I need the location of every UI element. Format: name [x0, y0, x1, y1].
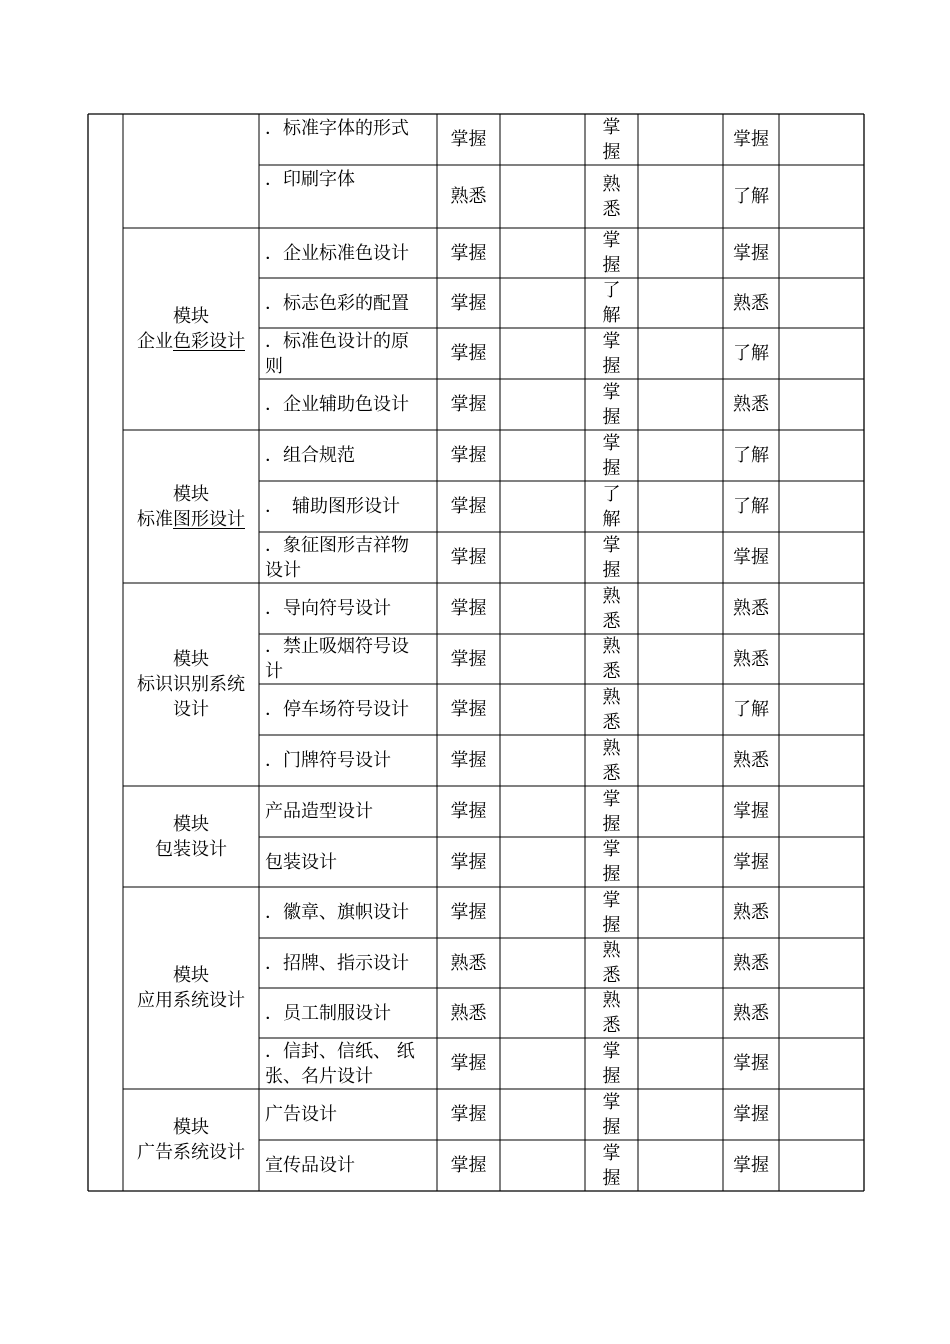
- level-cell-2-line: 握: [602, 355, 621, 377]
- level-cell-1-line: 掌握: [450, 242, 487, 264]
- level-cell-3-line: 熟悉: [733, 952, 769, 974]
- level-cell-2-line: 掌: [602, 788, 621, 810]
- level-cell-2: [585, 430, 638, 481]
- level-cell-2: [585, 938, 638, 988]
- level-cell-1: [437, 430, 500, 481]
- level-cell-2-line: 熟: [602, 686, 621, 708]
- item-cell: [259, 684, 437, 735]
- level-cell-3: [723, 583, 779, 634]
- level-cell-1: [437, 1038, 500, 1089]
- item-cell-line: ．标准字体的形式: [265, 118, 409, 139]
- level-cell-3: [723, 684, 779, 735]
- level-cell-1-line: 掌握: [450, 1155, 487, 1176]
- module-cell: [123, 1089, 259, 1191]
- level-cell-2: [585, 634, 638, 684]
- level-cell-3: [723, 532, 779, 583]
- level-cell-3-line: 掌握: [733, 1053, 769, 1074]
- level-cell-2-line: 熟: [602, 940, 621, 961]
- item-cell: [259, 583, 437, 634]
- module-cell-line: 模块: [173, 649, 209, 670]
- level-cell-3-line: 了解: [733, 343, 769, 364]
- level-cell-2-line: 掌: [602, 381, 621, 403]
- level-cell-2: [585, 786, 638, 837]
- item-cell: [259, 887, 437, 938]
- level-cell-3: [723, 786, 779, 837]
- level-cell-3-line: 掌握: [733, 801, 769, 822]
- module-cell-line: 包装设计: [155, 838, 227, 860]
- level-cell-1: [437, 228, 500, 278]
- level-cell-2-line: 悉: [602, 965, 621, 986]
- level-cell-3: [723, 228, 779, 278]
- level-cell-3-line: 熟悉: [733, 394, 769, 415]
- level-cell-1: [437, 786, 500, 837]
- level-cell-3-line: 熟悉: [733, 750, 769, 771]
- level-cell-2-line: 悉: [602, 610, 621, 632]
- level-cell-2: [585, 1089, 638, 1140]
- level-cell-2: [585, 278, 638, 328]
- level-cell-1-line: 熟悉: [450, 1002, 487, 1024]
- level-cell-2: [585, 988, 638, 1038]
- level-cell-2-line: 熟: [602, 636, 621, 657]
- level-cell-1-line: 掌握: [450, 1104, 487, 1125]
- module-cell-line: 模块: [173, 306, 209, 327]
- module-cell: [123, 786, 259, 887]
- level-cell-2-line: 握: [602, 457, 621, 479]
- level-cell-2: [585, 228, 638, 278]
- level-cell-3-line: 了解: [733, 445, 769, 466]
- level-cell-2-line: 掌: [602, 1091, 621, 1113]
- level-cell-1-line: 掌握: [450, 547, 487, 568]
- level-cell-2-line: 掌: [602, 534, 621, 556]
- level-cell-3-line: 掌握: [733, 242, 769, 264]
- level-cell-2-line: 掌: [602, 889, 621, 911]
- level-cell-1: [437, 634, 500, 684]
- item-cell-line: ．印刷字体: [265, 169, 355, 190]
- item-cell: [259, 430, 437, 481]
- level-cell-2: [585, 1140, 638, 1191]
- level-cell-1-line: 掌握: [450, 394, 487, 415]
- level-cell-1-line: 掌握: [450, 1053, 487, 1074]
- item-cell-line: 包装设计: [265, 851, 337, 873]
- level-cell-3-line: 掌握: [733, 851, 769, 873]
- level-cell-1: [437, 684, 500, 735]
- item-cell-line: 广告设计: [265, 1104, 337, 1125]
- level-cell-2-line: 握: [602, 1065, 621, 1087]
- level-cell-3: [723, 938, 779, 988]
- item-cell: [259, 328, 437, 379]
- level-cell-3-line: 掌握: [733, 129, 769, 150]
- level-cell-2: [585, 379, 638, 430]
- level-cell-2-line: 熟: [602, 737, 621, 759]
- item-cell: [259, 837, 437, 887]
- level-cell-2-line: 握: [602, 914, 621, 936]
- level-cell-1: [437, 328, 500, 379]
- level-cell-1-line: 掌握: [450, 598, 487, 619]
- level-cell-1-line: 掌握: [450, 750, 487, 771]
- level-cell-3: [723, 1038, 779, 1089]
- level-cell-2-line: 掌: [602, 116, 621, 138]
- level-cell-2: [585, 837, 638, 887]
- level-cell-2-line: 悉: [602, 711, 621, 733]
- level-cell-2: [585, 583, 638, 634]
- level-cell-1: [437, 988, 500, 1038]
- level-cell-2: [585, 684, 638, 735]
- item-cell-line: 产品造型设计: [265, 801, 373, 822]
- module-cell-line: 模块: [173, 483, 209, 505]
- module-cell-line: 企业色彩设计: [137, 331, 245, 352]
- level-cell-3-line: 掌握: [733, 547, 769, 568]
- level-cell-3: [723, 988, 779, 1038]
- module-cell-line: 广告系统设计: [137, 1142, 245, 1163]
- item-cell: [259, 114, 437, 165]
- module-cell: [123, 583, 259, 786]
- level-cell-3: [723, 165, 779, 228]
- item-cell-line: 设计: [265, 559, 301, 581]
- item-cell-line: ．导向符号设计: [265, 598, 391, 619]
- level-cell-2-line: 掌: [602, 1040, 621, 1062]
- level-cell-1-line: 掌握: [450, 343, 487, 364]
- module-cell: [123, 228, 259, 430]
- level-cell-3-line: 掌握: [733, 1155, 769, 1176]
- level-cell-2-line: 悉: [602, 762, 621, 784]
- level-cell-2-line: 解: [602, 305, 621, 326]
- level-cell-2-line: 熟: [602, 585, 621, 607]
- level-cell-3-line: 了解: [733, 496, 769, 517]
- level-cell-1: [437, 379, 500, 430]
- level-cell-2-line: 悉: [602, 1015, 621, 1036]
- level-cell-2-line: 握: [602, 406, 621, 428]
- level-cell-1: [437, 1089, 500, 1140]
- item-cell-line: ．门牌符号设计: [265, 750, 391, 771]
- level-cell-3: [723, 634, 779, 684]
- module-cell-line: 标准图形设计: [137, 508, 245, 530]
- level-cell-2-line: 握: [602, 1167, 621, 1189]
- level-cell-1-line: 掌握: [450, 496, 487, 517]
- level-cell-1: [437, 887, 500, 938]
- module-cell-line: 应用系统设计: [137, 990, 245, 1011]
- level-cell-3-line: 了解: [733, 699, 769, 720]
- item-cell-line: ．企业标准色设计: [265, 242, 409, 264]
- level-cell-1: [437, 114, 500, 165]
- level-cell-2-line: 悉: [602, 661, 621, 682]
- item-cell-line: ．标志色彩的配置: [265, 292, 409, 314]
- level-cell-3: [723, 379, 779, 430]
- level-cell-2: [585, 114, 638, 165]
- level-cell-1-line: 熟悉: [450, 952, 487, 974]
- level-cell-1-line: 掌握: [450, 902, 487, 923]
- level-cell-1-line: 掌握: [450, 801, 487, 822]
- module-cell-line: 模块: [173, 965, 209, 986]
- item-cell: [259, 228, 437, 278]
- item-cell-line: ．停车场符号设计: [265, 699, 409, 720]
- item-cell: [259, 786, 437, 837]
- item-cell-line: 张、名片设计: [265, 1065, 373, 1087]
- item-cell: [259, 634, 437, 684]
- level-cell-2-line: 掌: [602, 230, 621, 251]
- level-cell-2: [585, 735, 638, 786]
- level-cell-1-line: 掌握: [450, 129, 487, 150]
- level-cell-1: [437, 165, 500, 228]
- item-cell-line: ．信封、信纸、 纸: [265, 1040, 415, 1062]
- item-cell-line: ．徽章、旗帜设计: [265, 902, 409, 923]
- item-cell: [259, 1089, 437, 1140]
- item-cell: [259, 278, 437, 328]
- level-cell-2-line: 握: [602, 864, 621, 885]
- item-cell-line: ．标准色设计的原: [265, 330, 409, 352]
- item-cell: [259, 379, 437, 430]
- level-cell-3: [723, 735, 779, 786]
- level-cell-2: [585, 481, 638, 532]
- level-cell-3-line: 熟悉: [733, 902, 769, 923]
- level-cell-3-line: 熟悉: [733, 292, 769, 314]
- level-cell-2-line: 掌: [602, 1142, 621, 1164]
- item-cell-line: 则: [265, 355, 283, 377]
- level-cell-2-line: 了: [602, 280, 621, 301]
- level-cell-3-line: 熟悉: [733, 1002, 769, 1024]
- level-cell-2: [585, 328, 638, 379]
- item-cell: [259, 988, 437, 1038]
- module-cell-line: 模块: [173, 813, 209, 835]
- level-cell-3-line: 熟悉: [733, 648, 769, 670]
- module-cell-line: 标识识别系统: [137, 674, 245, 695]
- level-cell-1: [437, 278, 500, 328]
- item-cell: [259, 532, 437, 583]
- level-cell-2-line: 握: [602, 255, 621, 276]
- level-cell-3: [723, 114, 779, 165]
- module-cell-line: 设计: [173, 699, 209, 720]
- level-cell-2-line: 握: [602, 813, 621, 835]
- level-cell-2-line: 熟: [602, 990, 621, 1011]
- level-cell-1: [437, 481, 500, 532]
- level-cell-2-line: 了: [602, 483, 621, 505]
- level-cell-1-line: 掌握: [450, 851, 487, 873]
- level-cell-3: [723, 278, 779, 328]
- level-cell-3: [723, 481, 779, 532]
- level-cell-2-line: 握: [602, 141, 621, 163]
- item-cell: [259, 481, 437, 532]
- level-cell-2: [585, 887, 638, 938]
- level-cell-1-line: 掌握: [450, 445, 487, 466]
- item-cell-line: 计: [265, 661, 283, 682]
- level-cell-2-line: 解: [602, 508, 621, 530]
- level-cell-3: [723, 837, 779, 887]
- level-cell-2: [585, 165, 638, 228]
- level-cell-1: [437, 938, 500, 988]
- level-cell-3: [723, 1140, 779, 1191]
- level-cell-2: [585, 1038, 638, 1089]
- level-cell-2-line: 悉: [602, 198, 621, 220]
- level-cell-1-line: 掌握: [450, 292, 487, 314]
- level-cell-1: [437, 837, 500, 887]
- level-cell-2-line: 熟: [602, 173, 621, 195]
- level-cell-2-line: 掌: [602, 432, 621, 454]
- item-cell: [259, 735, 437, 786]
- level-cell-1: [437, 1140, 500, 1191]
- item-cell-line: 宣传品设计: [265, 1155, 355, 1176]
- item-cell-line: ．象征图形吉祥物: [265, 534, 409, 556]
- level-cell-1: [437, 583, 500, 634]
- module-cell-line: 模块: [173, 1117, 209, 1138]
- item-cell: [259, 938, 437, 988]
- level-cell-3: [723, 1089, 779, 1140]
- level-cell-3-line: 掌握: [733, 1104, 769, 1125]
- item-cell-line: ． 辅助图形设计: [265, 496, 400, 517]
- level-cell-1: [437, 532, 500, 583]
- level-cell-2-line: 握: [602, 559, 621, 581]
- level-cell-2-line: 掌: [602, 839, 621, 860]
- item-cell: [259, 1140, 437, 1191]
- item-cell: [259, 1038, 437, 1089]
- item-cell-line: ．员工制服设计: [265, 1002, 391, 1024]
- item-cell-line: ．禁止吸烟符号设: [265, 636, 409, 657]
- item-cell-line: ．企业辅助色设计: [265, 394, 409, 415]
- level-cell-3: [723, 328, 779, 379]
- level-cell-1-line: 熟悉: [450, 186, 487, 207]
- level-cell-2-line: 握: [602, 1116, 621, 1138]
- item-cell-line: ．组合规范: [265, 445, 355, 466]
- level-cell-3-line: 熟悉: [733, 598, 769, 619]
- level-cell-1: [437, 735, 500, 786]
- item-cell-line: ．招牌、指示设计: [265, 952, 409, 974]
- item-cell: [259, 165, 437, 228]
- module-cell: [123, 430, 259, 583]
- level-cell-2: [585, 532, 638, 583]
- level-cell-3-line: 了解: [733, 186, 769, 207]
- module-cell: [123, 887, 259, 1089]
- level-cell-1-line: 掌握: [450, 648, 487, 670]
- level-cell-2-line: 掌: [602, 330, 621, 352]
- level-cell-3: [723, 430, 779, 481]
- level-cell-3: [723, 887, 779, 938]
- level-cell-1-line: 掌握: [450, 699, 487, 720]
